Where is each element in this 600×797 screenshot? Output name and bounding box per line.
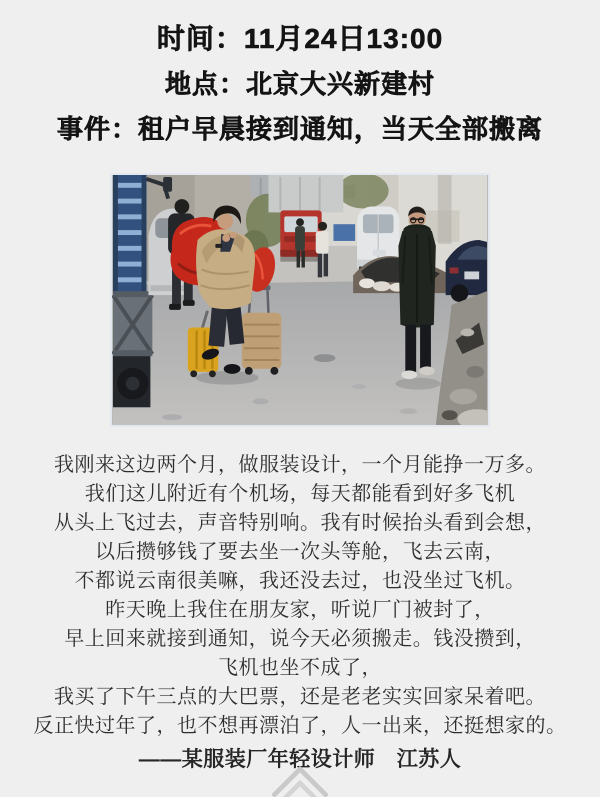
header-event: 事件：租户早晨接到通知，当天全部搬离 [56, 114, 543, 144]
story-line: 不都说云南很美嘛，我还没去过，也没坐过飞机。 [74, 570, 526, 592]
header-time: 时间：11月24日13:00 [156, 23, 444, 54]
street-photo [110, 173, 490, 427]
story-line: 我们这儿附近有个机场，每天都能看到好多飞机 [84, 483, 516, 505]
blue-tarp [333, 224, 355, 241]
story-line: 我刚来这边两个月，做服装设计，一个月能挣一万多。 [54, 454, 546, 476]
header-location: 地点：北京大兴新建村 [164, 69, 435, 99]
story-line: 早上回来就接到通知，说今天必须搬走。钱没攒到， [64, 628, 536, 650]
chevron-double-up-icon [265, 768, 335, 797]
story-line: 我买了下午三点的大巴票，还是老老实实回家呆着吧。 [54, 686, 546, 708]
story-line: 从头上飞过去，声音特别响。我有时候抬头看到会想， [54, 512, 546, 534]
story-line: 昨天晚上我住在朋友家，听说厂门被封了， [105, 599, 495, 621]
signature-line: ——某服装厂年轻设计师 江苏人 [138, 748, 462, 771]
story-line: 飞机也坐不成了， [218, 657, 382, 679]
story-line: 以后攒够钱了要去坐一次头等舱，飞去云南， [95, 541, 505, 563]
story-line: 反正快过年了，也不想再漂泊了，人一出来，还挺想家的。 [33, 715, 567, 737]
story-paragraph [0, 451, 600, 741]
